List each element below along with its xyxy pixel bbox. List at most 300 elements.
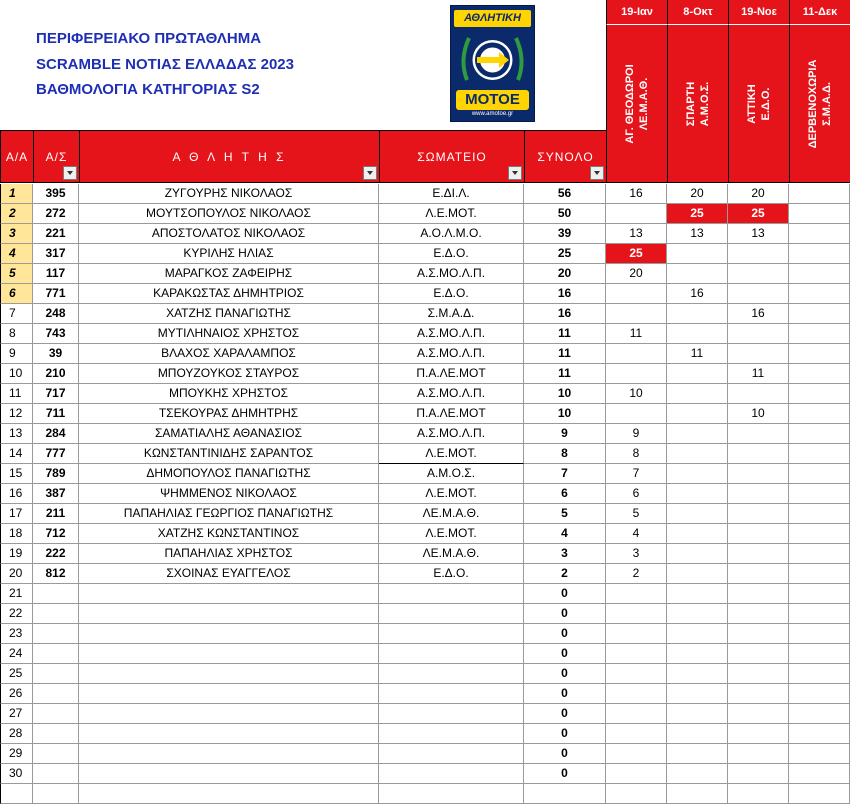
cell-total[interactable]: 16 (524, 284, 606, 304)
cell-club[interactable] (379, 724, 524, 744)
cell-event-2-points[interactable] (667, 504, 728, 524)
cell-event-4-points[interactable] (789, 484, 850, 504)
cell-event-4-points[interactable] (789, 444, 850, 464)
col-header-club-label: ΣΩΜΑΤΕΙΟ (417, 149, 487, 164)
cell-race-number[interactable]: 387 (33, 484, 79, 504)
cell-club[interactable]: Σ.Μ.Α.Δ. (379, 304, 524, 324)
cell-event-3-points[interactable] (728, 284, 789, 304)
cell-club[interactable] (379, 604, 524, 624)
cell-total[interactable]: 56 (524, 184, 606, 204)
cell-event-2-points[interactable] (667, 604, 728, 624)
cell-event-1-points[interactable]: 7 (606, 464, 667, 484)
cell-position[interactable]: 2 (0, 204, 33, 224)
logo-top-text: ΑΘΛΗΤΙΚΗ (454, 10, 531, 27)
cell-event-4-points[interactable] (789, 504, 850, 524)
cell-club[interactable]: Ε.ΔΙ.Λ. (379, 184, 524, 204)
cell-event-3-points[interactable] (728, 684, 789, 704)
cell-event-4-points[interactable] (789, 324, 850, 344)
cell-club[interactable]: Π.Α.ΛΕ.ΜΟΤ (379, 404, 524, 424)
cell-event-2-points[interactable] (667, 724, 728, 744)
cell-race-number[interactable]: 117 (33, 264, 79, 284)
cell-event-3-points[interactable] (728, 324, 789, 344)
cell-club[interactable]: Λ.Ε.ΜΟΤ. (379, 444, 524, 464)
cell-athlete[interactable]: ΚΑΡΑΚΩΣΤΑΣ ΔΗΜΗΤΡΙΟΣ (79, 284, 379, 304)
cell-total[interactable]: 6 (524, 484, 606, 504)
cell-athlete[interactable]: ΨΗΜΜΕΝΟΣ ΝΙΚΟΛΑΟΣ (79, 484, 379, 504)
cell-position[interactable]: 5 (0, 264, 33, 284)
cell-event-1-points[interactable] (606, 204, 667, 224)
cell-race-number[interactable]: 211 (33, 504, 79, 524)
cell-event-2-points[interactable]: 13 (667, 224, 728, 244)
cell-race-number[interactable]: 39 (33, 344, 79, 364)
cell-total[interactable]: 11 (524, 324, 606, 344)
cell-event-1-points[interactable] (606, 284, 667, 304)
cell-race-number[interactable]: 812 (33, 564, 79, 584)
cell-total[interactable]: 0 (524, 624, 606, 644)
cell-event-3-points[interactable] (728, 764, 789, 784)
cell-athlete[interactable] (79, 764, 379, 784)
cell-event-2-points[interactable] (667, 784, 728, 804)
cell-event-4-points[interactable] (789, 684, 850, 704)
cell-club[interactable]: Α.Σ.ΜΟ.Λ.Π. (379, 344, 524, 364)
cell-event-1-points[interactable]: 8 (606, 444, 667, 464)
cell-event-4-points[interactable] (789, 564, 850, 584)
cell-club[interactable]: Α.Ο.Λ.Μ.Ο. (379, 224, 524, 244)
cell-athlete[interactable] (79, 664, 379, 684)
cell-event-1-points[interactable]: 5 (606, 504, 667, 524)
cell-club[interactable]: Ε.Δ.Ο. (379, 284, 524, 304)
cell-total[interactable]: 20 (524, 264, 606, 284)
cell-event-3-points[interactable] (728, 644, 789, 664)
cell-athlete[interactable] (79, 624, 379, 644)
cell-race-number[interactable] (33, 684, 79, 704)
cell-club[interactable] (379, 744, 524, 764)
cell-event-2-points[interactable] (667, 524, 728, 544)
cell-event-1-points[interactable]: 20 (606, 264, 667, 284)
cell-athlete[interactable] (79, 724, 379, 744)
cell-total[interactable]: 8 (524, 444, 606, 464)
cell-event-1-points[interactable]: 4 (606, 524, 667, 544)
cell-total[interactable]: 0 (524, 684, 606, 704)
cell-position[interactable]: 21 (0, 584, 33, 604)
filter-dropdown-icon[interactable] (590, 166, 604, 180)
cell-event-2-points[interactable] (667, 324, 728, 344)
cell-event-4-points[interactable] (789, 784, 850, 804)
cell-event-1-points[interactable] (606, 304, 667, 324)
cell-position[interactable]: 8 (0, 324, 33, 344)
cell-race-number[interactable] (33, 764, 79, 784)
cell-event-4-points[interactable] (789, 244, 850, 264)
cell-athlete[interactable] (79, 744, 379, 764)
cell-club[interactable]: Ε.Δ.Ο. (379, 564, 524, 584)
cell-event-3-points[interactable] (728, 604, 789, 624)
cell-total[interactable]: 2 (524, 564, 606, 584)
cell-event-3-points[interactable] (728, 564, 789, 584)
cell-club[interactable] (379, 644, 524, 664)
cell-event-4-points[interactable] (789, 464, 850, 484)
cell-event-1-points[interactable]: 9 (606, 424, 667, 444)
cell-event-1-points[interactable]: 16 (606, 184, 667, 204)
cell-race-number[interactable]: 272 (33, 204, 79, 224)
cell-club[interactable]: Α.Μ.Ο.Σ. (379, 464, 524, 484)
cell-position[interactable]: 11 (0, 384, 33, 404)
cell-event-2-points[interactable] (667, 264, 728, 284)
cell-event-1-points[interactable] (606, 764, 667, 784)
cell-race-number[interactable] (33, 584, 79, 604)
cell-club[interactable]: Λ.Ε.ΜΟΤ. (379, 524, 524, 544)
cell-club[interactable]: Α.Σ.ΜΟ.Λ.Π. (379, 324, 524, 344)
cell-position[interactable]: 15 (0, 464, 33, 484)
cell-race-number[interactable] (33, 624, 79, 644)
cell-athlete[interactable]: ΠΑΠΑΗΛΙΑΣ ΧΡΗΣΤΟΣ (79, 544, 379, 564)
cell-event-1-points[interactable] (606, 784, 667, 804)
cell-event-2-points[interactable] (667, 244, 728, 264)
cell-event-2-points[interactable] (667, 684, 728, 704)
cell-total[interactable]: 0 (524, 644, 606, 664)
cell-event-1-points[interactable] (606, 584, 667, 604)
event-4-header (789, 25, 850, 183)
cell-race-number[interactable]: 248 (33, 304, 79, 324)
cell-event-4-points[interactable] (789, 284, 850, 304)
cell-race-number[interactable] (33, 604, 79, 624)
cell-race-number[interactable] (33, 644, 79, 664)
cell-club[interactable]: Α.Σ.ΜΟ.Λ.Π. (379, 264, 524, 284)
cell-event-3-points[interactable] (728, 724, 789, 744)
cell-event-1-points[interactable] (606, 704, 667, 724)
cell-event-2-points[interactable] (667, 444, 728, 464)
cell-event-3-points[interactable]: 13 (728, 224, 789, 244)
table-row (0, 304, 850, 324)
cell-total[interactable]: 50 (524, 204, 606, 224)
cell-event-4-points[interactable] (789, 424, 850, 444)
cell-event-1-points[interactable] (606, 644, 667, 664)
cell-total[interactable] (524, 784, 606, 804)
cell-event-1-points[interactable]: 3 (606, 544, 667, 564)
cell-event-4-points[interactable] (789, 544, 850, 564)
cell-athlete[interactable]: ΣΑΜΑΤΙΑΛΗΣ ΑΘΑΝΑΣΙΟΣ (79, 424, 379, 444)
cell-total[interactable]: 3 (524, 544, 606, 564)
cell-event-2-points[interactable] (667, 584, 728, 604)
col-header-total (524, 130, 606, 183)
cell-club[interactable] (379, 624, 524, 644)
cell-athlete[interactable]: ΚΥΡΙΛΗΣ ΗΛΙΑΣ (79, 244, 379, 264)
cell-club[interactable]: Λ.Ε.ΜΟΤ. (379, 484, 524, 504)
cell-position[interactable]: 30 (0, 764, 33, 784)
cell-event-2-points[interactable] (667, 564, 728, 584)
cell-race-number[interactable]: 711 (33, 404, 79, 424)
cell-total[interactable]: 9 (524, 424, 606, 444)
cell-athlete[interactable]: ΧΑΤΖΗΣ ΚΩΝΣΤΑΝΤΙΝΟΣ (79, 524, 379, 544)
cell-club[interactable]: ΛΕ.Μ.Α.Θ. (379, 544, 524, 564)
cell-position[interactable]: 9 (0, 344, 33, 364)
event-3-venue: ΑΤΤΙΚΗ (746, 83, 758, 124)
table-row (0, 704, 850, 724)
cell-race-number[interactable] (33, 664, 79, 684)
cell-total[interactable]: 10 (524, 384, 606, 404)
filter-dropdown-icon[interactable] (363, 166, 377, 180)
cell-event-2-points[interactable] (667, 624, 728, 644)
cell-position[interactable]: 16 (0, 484, 33, 504)
cell-total[interactable]: 11 (524, 364, 606, 384)
cell-race-number[interactable]: 222 (33, 544, 79, 564)
cell-race-number[interactable]: 777 (33, 444, 79, 464)
cell-athlete[interactable]: ΚΩΝΣΤΑΝΤΙΝΙΔΗΣ ΣΑΡΑΝΤΟΣ (79, 444, 379, 464)
cell-position[interactable]: 22 (0, 604, 33, 624)
cell-athlete[interactable]: ΔΗΜΟΠΟΥΛΟΣ ΠΑΝΑΓΙΩΤΗΣ (79, 464, 379, 484)
cell-event-3-points[interactable] (728, 704, 789, 724)
cell-event-1-points[interactable]: 13 (606, 224, 667, 244)
cell-position[interactable]: 24 (0, 644, 33, 664)
cell-event-4-points[interactable] (789, 304, 850, 324)
cell-event-4-points[interactable] (789, 364, 850, 384)
cell-athlete[interactable]: ΜΥΤΙΛΗΝΑΙΟΣ ΧΡΗΣΤΟΣ (79, 324, 379, 344)
cell-event-4-points[interactable] (789, 604, 850, 624)
cell-event-1-points[interactable] (606, 724, 667, 744)
cell-athlete[interactable] (79, 784, 379, 804)
cell-event-1-points[interactable] (606, 604, 667, 624)
cell-event-4-points[interactable] (789, 704, 850, 724)
cell-event-3-points[interactable] (728, 464, 789, 484)
cell-total[interactable]: 0 (524, 744, 606, 764)
cell-event-4-points[interactable] (789, 224, 850, 244)
cell-event-3-points[interactable]: 11 (728, 364, 789, 384)
cell-position[interactable]: 17 (0, 504, 33, 524)
cell-race-number[interactable] (33, 724, 79, 744)
cell-race-number[interactable] (33, 704, 79, 724)
cell-athlete[interactable] (79, 604, 379, 624)
event-2-date: 8-Οκτ (667, 0, 728, 25)
table-row (0, 524, 850, 544)
cell-race-number[interactable]: 210 (33, 364, 79, 384)
cell-total[interactable]: 0 (524, 764, 606, 784)
cell-athlete[interactable] (79, 644, 379, 664)
cell-race-number[interactable]: 317 (33, 244, 79, 264)
cell-event-3-points[interactable] (728, 624, 789, 644)
cell-position[interactable]: 27 (0, 704, 33, 724)
cell-athlete[interactable] (79, 704, 379, 724)
cell-event-4-points[interactable] (789, 644, 850, 664)
cell-position[interactable]: 4 (0, 244, 33, 264)
logo-bottom-text: ΜΟΤΟΕ (456, 90, 529, 110)
cell-race-number[interactable]: 717 (33, 384, 79, 404)
cell-event-3-points[interactable] (728, 784, 789, 804)
cell-event-4-points[interactable] (789, 664, 850, 684)
cell-event-2-points[interactable] (667, 704, 728, 724)
cell-position[interactable]: 14 (0, 444, 33, 464)
cell-club[interactable] (379, 684, 524, 704)
cell-position[interactable]: 18 (0, 524, 33, 544)
cell-event-1-points[interactable]: 25 (606, 244, 667, 264)
cell-event-4-points[interactable] (789, 584, 850, 604)
cell-event-2-points[interactable]: 25 (667, 204, 728, 224)
cell-event-3-points[interactable] (728, 664, 789, 684)
cell-position[interactable]: 3 (0, 224, 33, 244)
cell-event-3-points[interactable] (728, 344, 789, 364)
cell-club[interactable]: ΛΕ.Μ.Α.Θ. (379, 504, 524, 524)
cell-event-4-points[interactable] (789, 344, 850, 364)
cell-total[interactable]: 10 (524, 404, 606, 424)
cell-race-number[interactable]: 284 (33, 424, 79, 444)
cell-club[interactable] (379, 664, 524, 684)
cell-total[interactable]: 0 (524, 584, 606, 604)
cell-event-4-points[interactable] (789, 724, 850, 744)
cell-total[interactable]: 0 (524, 664, 606, 684)
cell-event-3-points[interactable] (728, 424, 789, 444)
table-row (0, 344, 850, 364)
cell-position[interactable]: 26 (0, 684, 33, 704)
cell-event-2-points[interactable] (667, 404, 728, 424)
cell-event-3-points[interactable] (728, 244, 789, 264)
cell-club[interactable] (379, 784, 524, 804)
cell-total[interactable]: 7 (524, 464, 606, 484)
cell-athlete[interactable]: ΒΛΑΧΟΣ ΧΑΡΑΛΑΜΠΟΣ (79, 344, 379, 364)
cell-event-2-points[interactable] (667, 764, 728, 784)
cell-club[interactable]: Π.Α.ΛΕ.ΜΟΤ (379, 364, 524, 384)
cell-event-1-points[interactable] (606, 344, 667, 364)
cell-event-2-points[interactable] (667, 544, 728, 564)
cell-position[interactable]: 13 (0, 424, 33, 444)
filter-dropdown-icon[interactable] (508, 166, 522, 180)
cell-total[interactable]: 5 (524, 504, 606, 524)
cell-event-2-points[interactable] (667, 664, 728, 684)
cell-race-number[interactable]: 771 (33, 284, 79, 304)
cell-event-2-points[interactable] (667, 424, 728, 444)
cell-event-4-points[interactable] (789, 404, 850, 424)
cell-athlete[interactable]: ΧΑΤΖΗΣ ΠΑΝΑΓΙΩΤΗΣ (79, 304, 379, 324)
cell-athlete[interactable]: ΜΠΟΥΖΟΥΚΟΣ ΣΤΑΥΡΟΣ (79, 364, 379, 384)
cell-event-3-points[interactable] (728, 524, 789, 544)
cell-athlete[interactable] (79, 684, 379, 704)
cell-event-3-points[interactable] (728, 504, 789, 524)
cell-position[interactable]: 1 (0, 184, 33, 204)
cell-event-1-points[interactable]: 6 (606, 484, 667, 504)
cell-total[interactable]: 25 (524, 244, 606, 264)
cell-athlete[interactable]: ΣΧΟΙΝΑΣ ΕΥΑΓΓΕΛΟΣ (79, 564, 379, 584)
cell-event-2-points[interactable] (667, 384, 728, 404)
cell-position[interactable]: 20 (0, 564, 33, 584)
cell-race-number[interactable]: 395 (33, 184, 79, 204)
cell-total[interactable]: 0 (524, 604, 606, 624)
event-1-date: 19-Ιαν (606, 0, 667, 25)
cell-event-3-points[interactable]: 20 (728, 184, 789, 204)
cell-position[interactable]: 28 (0, 724, 33, 744)
cell-event-4-points[interactable] (789, 744, 850, 764)
cell-race-number[interactable] (33, 744, 79, 764)
cell-event-3-points[interactable]: 16 (728, 304, 789, 324)
filter-dropdown-icon[interactable] (63, 166, 77, 180)
cell-race-number[interactable]: 743 (33, 324, 79, 344)
cell-event-2-points[interactable] (667, 304, 728, 324)
cell-event-3-points[interactable]: 25 (728, 204, 789, 224)
title-line-3: ΒΑΘΜΟΛΟΓΙΑ ΚΑΤΗΓΟΡΙΑΣ S2 (36, 81, 260, 98)
cell-event-1-points[interactable] (606, 684, 667, 704)
cell-event-4-points[interactable] (789, 624, 850, 644)
cell-total[interactable]: 4 (524, 524, 606, 544)
cell-event-3-points[interactable] (728, 544, 789, 564)
cell-athlete[interactable] (79, 584, 379, 604)
cell-position[interactable]: 23 (0, 624, 33, 644)
cell-club[interactable]: Α.Σ.ΜΟ.Λ.Π. (379, 424, 524, 444)
cell-total[interactable]: 0 (524, 724, 606, 744)
cell-event-3-points[interactable] (728, 444, 789, 464)
cell-event-4-points[interactable] (789, 184, 850, 204)
cell-position[interactable]: 25 (0, 664, 33, 684)
cell-total[interactable]: 0 (524, 704, 606, 724)
cell-race-number[interactable] (33, 784, 79, 804)
cell-event-4-points[interactable] (789, 264, 850, 284)
cell-event-3-points[interactable] (728, 584, 789, 604)
cell-athlete[interactable]: ΜΑΡΑΓΚΟΣ ΖΑΦΕΙΡΗΣ (79, 264, 379, 284)
cell-position[interactable]: 7 (0, 304, 33, 324)
cell-position[interactable]: 19 (0, 544, 33, 564)
cell-event-1-points[interactable]: 11 (606, 324, 667, 344)
cell-event-2-points[interactable] (667, 484, 728, 504)
cell-position[interactable] (0, 784, 33, 804)
cell-event-1-points[interactable] (606, 364, 667, 384)
cell-event-4-points[interactable] (789, 384, 850, 404)
cell-club[interactable] (379, 704, 524, 724)
cell-club[interactable] (379, 764, 524, 784)
cell-event-2-points[interactable] (667, 364, 728, 384)
cell-event-2-points[interactable]: 16 (667, 284, 728, 304)
cell-event-2-points[interactable]: 20 (667, 184, 728, 204)
cell-athlete[interactable]: ΖΥΓΟΥΡΗΣ ΝΙΚΟΛΑΟΣ (79, 184, 379, 204)
table-row (0, 244, 850, 264)
event-1-venue: ΑΓ. ΘΕΟΔΩΡΟΙ (624, 63, 636, 144)
cell-total[interactable]: 39 (524, 224, 606, 244)
cell-club[interactable]: Α.Σ.ΜΟ.Λ.Π. (379, 384, 524, 404)
cell-position[interactable]: 10 (0, 364, 33, 384)
cell-event-1-points[interactable] (606, 624, 667, 644)
cell-event-2-points[interactable] (667, 464, 728, 484)
cell-athlete[interactable]: ΜΟΥΤΣΟΠΟΥΛΟΣ ΝΙΚΟΛΑΟΣ (79, 204, 379, 224)
cell-position[interactable]: 29 (0, 744, 33, 764)
cell-event-1-points[interactable]: 2 (606, 564, 667, 584)
cell-club[interactable] (379, 584, 524, 604)
cell-club[interactable]: Λ.Ε.ΜΟΤ. (379, 204, 524, 224)
cell-event-2-points[interactable] (667, 744, 728, 764)
cell-club[interactable]: Ε.Δ.Ο. (379, 244, 524, 264)
cell-event-4-points[interactable] (789, 524, 850, 544)
cell-event-1-points[interactable] (606, 404, 667, 424)
cell-event-4-points[interactable] (789, 764, 850, 784)
cell-event-3-points[interactable] (728, 484, 789, 504)
cell-athlete[interactable]: ΠΑΠΑΗΛΙΑΣ ΓΕΩΡΓΙΟΣ ΠΑΝΑΓΙΩΤΗΣ (79, 504, 379, 524)
cell-athlete[interactable]: ΑΠΟΣΤΟΛΑΤΟΣ ΝΙΚΟΛΑΟΣ (79, 224, 379, 244)
cell-event-3-points[interactable] (728, 384, 789, 404)
cell-event-1-points[interactable] (606, 664, 667, 684)
cell-race-number[interactable]: 789 (33, 464, 79, 484)
cell-athlete[interactable]: ΜΠΟΥΚΗΣ ΧΡΗΣΤΟΣ (79, 384, 379, 404)
cell-race-number[interactable]: 712 (33, 524, 79, 544)
cell-event-2-points[interactable] (667, 644, 728, 664)
cell-event-1-points[interactable]: 10 (606, 384, 667, 404)
cell-event-4-points[interactable] (789, 204, 850, 224)
cell-total[interactable]: 16 (524, 304, 606, 324)
cell-total[interactable]: 11 (524, 344, 606, 364)
cell-event-2-points[interactable]: 11 (667, 344, 728, 364)
cell-event-3-points[interactable] (728, 744, 789, 764)
event-2-header (667, 25, 728, 183)
cell-race-number[interactable]: 221 (33, 224, 79, 244)
cell-event-1-points[interactable] (606, 744, 667, 764)
cell-event-3-points[interactable] (728, 264, 789, 284)
cell-position[interactable]: 12 (0, 404, 33, 424)
cell-position[interactable]: 6 (0, 284, 33, 304)
cell-athlete[interactable]: ΤΣΕΚΟΥΡΑΣ ΔΗΜΗΤΡΗΣ (79, 404, 379, 424)
cell-event-3-points[interactable]: 10 (728, 404, 789, 424)
table-row (0, 404, 850, 424)
